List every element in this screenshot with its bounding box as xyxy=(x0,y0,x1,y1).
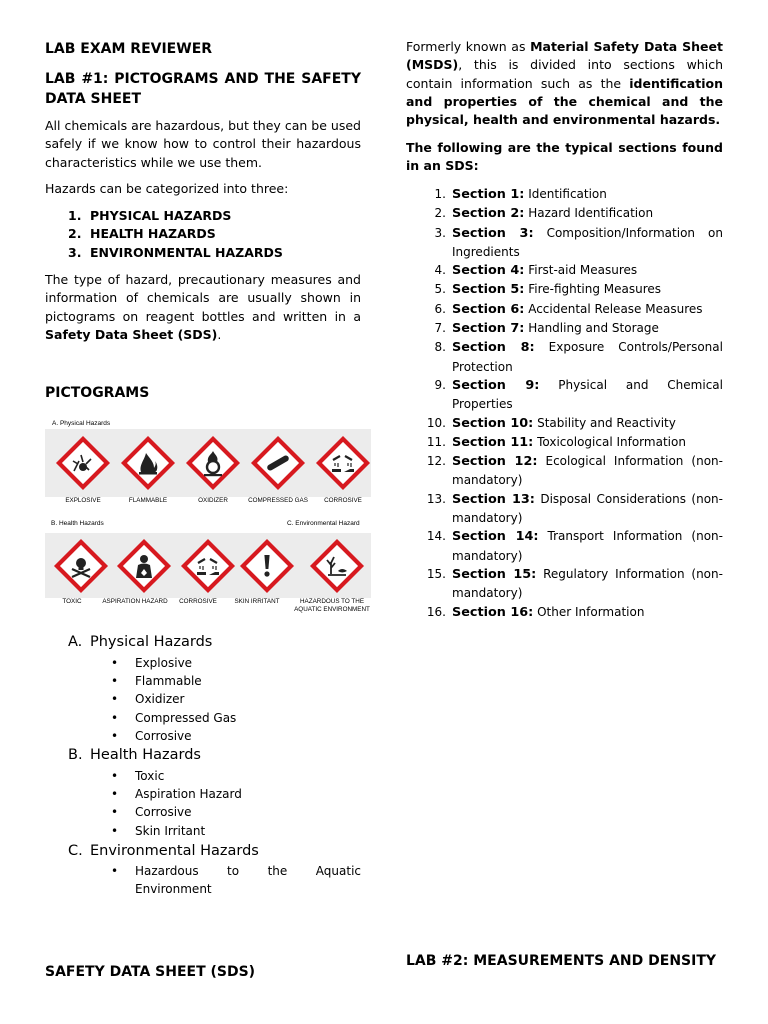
sections-heading: The following are the typical sections found in an SDS: xyxy=(406,140,723,174)
categorized-text: Hazards can be categorized into three: xyxy=(45,181,289,196)
list-item: 12. Section 12: Ecological Information (non-mandatory) xyxy=(426,454,723,488)
intro-paragraph: All chemicals are hazardous, but they can be used safely if we know how to control their hazardous characteristics while we use them. xyxy=(45,118,361,170)
bullet-icon: • xyxy=(111,824,119,838)
physical-pictograms xyxy=(45,429,371,499)
list-item: • Hazardous to the Aquatic Environment xyxy=(111,864,361,897)
list-item: 16. Section 16: Other Information xyxy=(426,604,645,620)
pictogram-figure xyxy=(45,414,371,622)
list-item: 13. Section 13: Disposal Considerations (non-mandatory) xyxy=(426,491,723,526)
list-item: 14. Section 14: Transport Information (non-mandatory) xyxy=(426,529,723,563)
list-item: 2. HEALTH HAZARDS xyxy=(68,226,216,242)
bullet-icon: • xyxy=(111,711,119,725)
bullet-icon: • xyxy=(111,769,119,783)
bullet-icon: • xyxy=(111,787,119,801)
list-item: 15. Section 15: Regulatory Information (non-mandatory) xyxy=(426,566,723,601)
list-item: 7. Section 7: Handling and Storage xyxy=(434,321,659,337)
corrosive-icon xyxy=(184,542,232,590)
hazard-types-list xyxy=(68,207,283,262)
list-item: • Corrosive xyxy=(135,803,192,821)
list-item: 9. Section 9: Physical and Chemical Properties xyxy=(434,377,723,412)
lab1-heading: LAB #1: PICTOGRAMS AND THE SAFETY DATA SHEET xyxy=(45,71,361,107)
list-item: 3. Section 3: Composition/Information on Ingredients xyxy=(434,225,723,259)
exclamation-icon xyxy=(243,542,291,590)
list-item: • Toxic xyxy=(135,767,164,785)
msds-paragraph: Formerly known as Material Safety Data Sheet (MSDS), this is divided into sections which contain information such as the identification and properties of the chemical and the physical, health and environmental hazards. xyxy=(406,39,723,128)
corrosive-health-label: CORROSIVE xyxy=(179,598,217,605)
explosive-icon xyxy=(59,439,107,487)
pictograms-heading: PICTOGRAMS xyxy=(45,385,150,401)
document-title: LAB EXAM REVIEWER xyxy=(45,41,213,57)
category-environmental: C. Environmental Hazards xyxy=(68,843,259,859)
list-item: 5. Section 5: Fire-fighting Measures xyxy=(434,282,662,298)
health-pictograms xyxy=(45,533,371,601)
physical-hazards-title: A. Physical Hazards xyxy=(52,420,111,427)
explosive-label: EXPLOSIVE xyxy=(65,497,101,504)
list-item: 1. Section 1: Identification xyxy=(434,187,607,202)
category-physical: A. Physical Hazards xyxy=(68,634,213,650)
aquatic-environment-icon xyxy=(313,542,361,590)
compressed-gas-label: COMPRESSED GAS xyxy=(248,497,308,504)
list-item: 4. Section 4: First-aid Measures xyxy=(434,263,638,279)
list-item: 8. Section 8: Exposure Controls/Personal Protection xyxy=(434,340,723,374)
list-item: 3. ENVIRONMENTAL HAZARDS xyxy=(68,244,283,260)
environmental-hazard-title: C. Environmental Hazard xyxy=(287,520,360,527)
list-item: 11. Section 11: Toxicological Information xyxy=(426,434,686,450)
bullet-icon: • xyxy=(111,864,119,878)
skin-irritant-label: SKIN IRRITANT xyxy=(234,598,280,605)
bullet-icon: • xyxy=(111,674,119,688)
flammable-icon xyxy=(124,439,172,487)
oxidizer-icon xyxy=(189,439,237,487)
sds-sections-list xyxy=(406,185,723,622)
compressed-gas-icon xyxy=(254,439,302,487)
aspiration-hazard-label: ASPIRATION HAZARD xyxy=(102,598,168,605)
type-paragraph: The type of hazard, precautionary measures and information of chemicals are usually shown in pictograms on reagent bottles and written in a Safety Data Sheet (SDS). xyxy=(45,272,361,342)
list-item: • Flammable xyxy=(135,672,202,690)
bullet-icon: • xyxy=(111,729,119,743)
list-item: • Explosive xyxy=(135,654,192,672)
corrosive-icon xyxy=(319,439,367,487)
aquatic-environment-label: HAZARDOUS TO THE AQUATIC ENVIRONMENT xyxy=(294,598,370,613)
list-item: • Skin Irritant xyxy=(135,822,205,840)
lab2-heading: LAB #2: MEASUREMENTS AND DENSITY xyxy=(406,953,717,969)
category-health: B. Health Hazards xyxy=(68,747,201,763)
list-item: 6. Section 6: Accidental Release Measures xyxy=(434,301,703,317)
list-item: 1. PHYSICAL HAZARDS xyxy=(68,208,232,223)
oxidizer-label: OXIDIZER xyxy=(198,497,228,504)
health-hazards-title: B. Health Hazards xyxy=(51,520,104,527)
list-item: • Compressed Gas xyxy=(135,709,236,727)
list-item: 10. Section 10: Stability and Reactivity xyxy=(426,415,676,431)
list-item: • Corrosive xyxy=(135,727,192,745)
aspiration-hazard-icon xyxy=(120,542,168,590)
bullet-icon: • xyxy=(111,692,119,706)
bullet-icon: • xyxy=(111,656,119,670)
list-item: 2. Section 2: Hazard Identification xyxy=(434,206,654,222)
toxic-icon xyxy=(57,542,105,590)
sds-heading: SAFETY DATA SHEET (SDS) xyxy=(45,964,256,980)
list-item: • Aspiration Hazard xyxy=(135,785,242,803)
list-item: • Oxidizer xyxy=(135,690,184,708)
toxic-label: TOXIC xyxy=(62,598,82,605)
bullet-icon: • xyxy=(111,805,119,819)
flammable-label: FLAMMABLE xyxy=(128,497,168,504)
corrosive-label: CORROSIVE xyxy=(324,497,362,504)
